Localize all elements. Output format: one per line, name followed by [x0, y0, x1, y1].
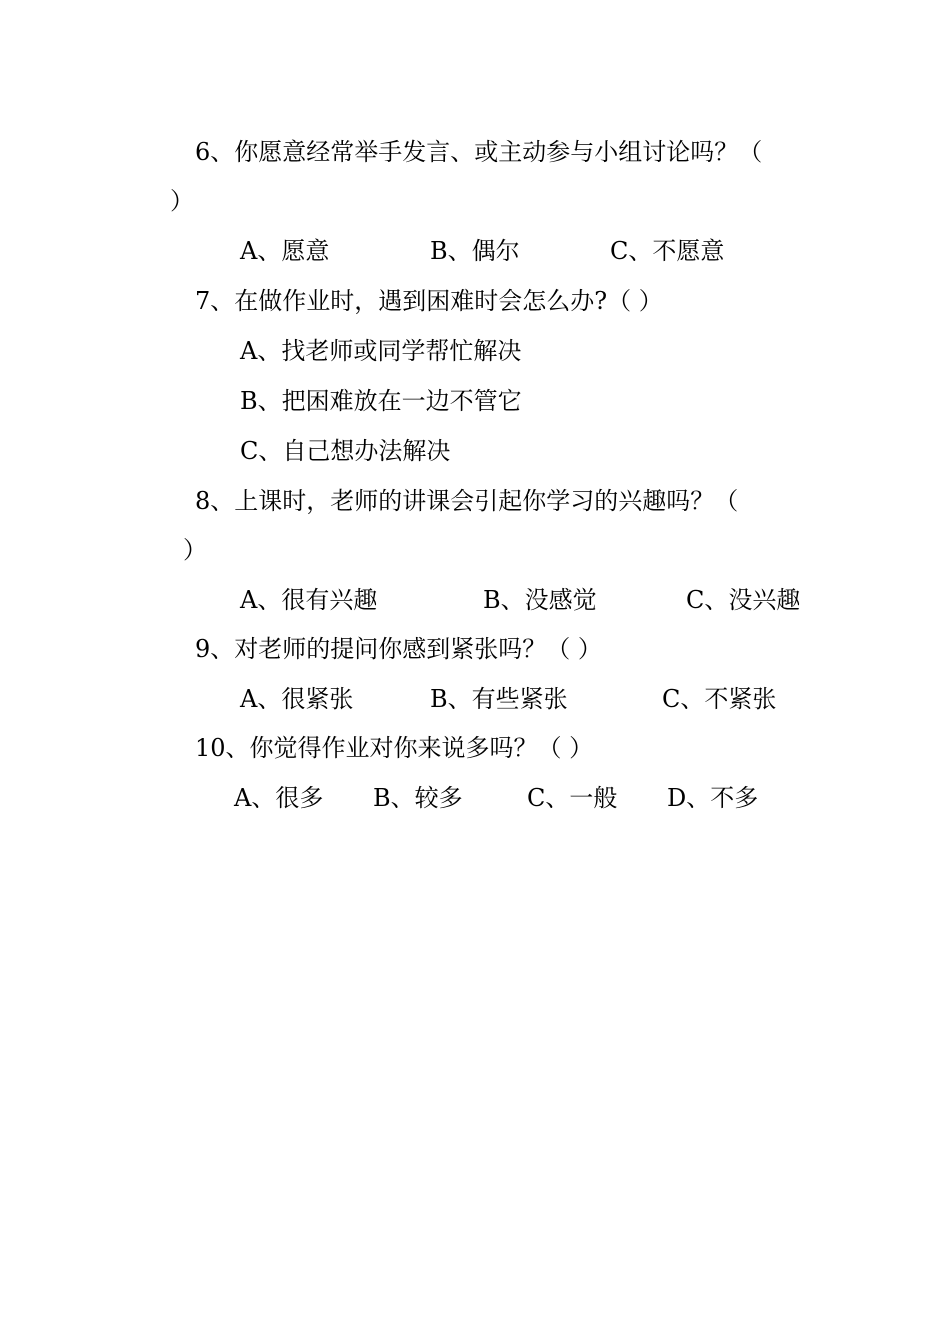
question-8-option-c: C、没兴趣	[686, 586, 801, 614]
question-9-text: 9、对老师的提问你感到紧张吗？（ ）	[195, 635, 602, 663]
question-10-text: 10、你觉得作业对你来说多吗？（ ）	[195, 734, 594, 762]
question-7-text: 7、在做作业时，遇到困难时会怎么办?（ ）	[195, 287, 663, 315]
question-9-option-a: A、很紧张	[240, 685, 354, 713]
question-10-option-d: D、不多	[667, 784, 759, 812]
question-7-option-b: B、把困难放在一边不管它	[240, 387, 522, 415]
question-9-option-c: C、不紧张	[662, 685, 777, 713]
question-8-option-b: B、没感觉	[483, 586, 597, 614]
question-10-option-c: C、一般	[527, 784, 618, 812]
question-10-option-a: A、很多	[234, 784, 324, 812]
question-6-option-b: B、偶尔	[430, 237, 520, 265]
question-7-option-a: A、找老师或同学帮忙解决	[240, 337, 522, 365]
question-6-option-a: A、愿意	[240, 237, 330, 265]
question-8-text: 8、上课时，老师的讲课会引起你学习的兴趣吗？（	[195, 487, 739, 515]
question-8-option-a: A、很有兴趣	[240, 586, 378, 614]
question-6-text-continued: ）	[170, 187, 194, 215]
question-6-text: 6、你愿意经常举手发言、或主动参与小组讨论吗？（	[195, 138, 763, 166]
question-9-option-b: B、有些紧张	[430, 685, 568, 713]
question-8-text-continued: ）	[183, 536, 207, 564]
question-6-option-c: C、不愿意	[610, 237, 725, 265]
question-7-option-c: C、自己想办法解决	[240, 437, 451, 465]
question-10-option-b: B、较多	[373, 784, 463, 812]
